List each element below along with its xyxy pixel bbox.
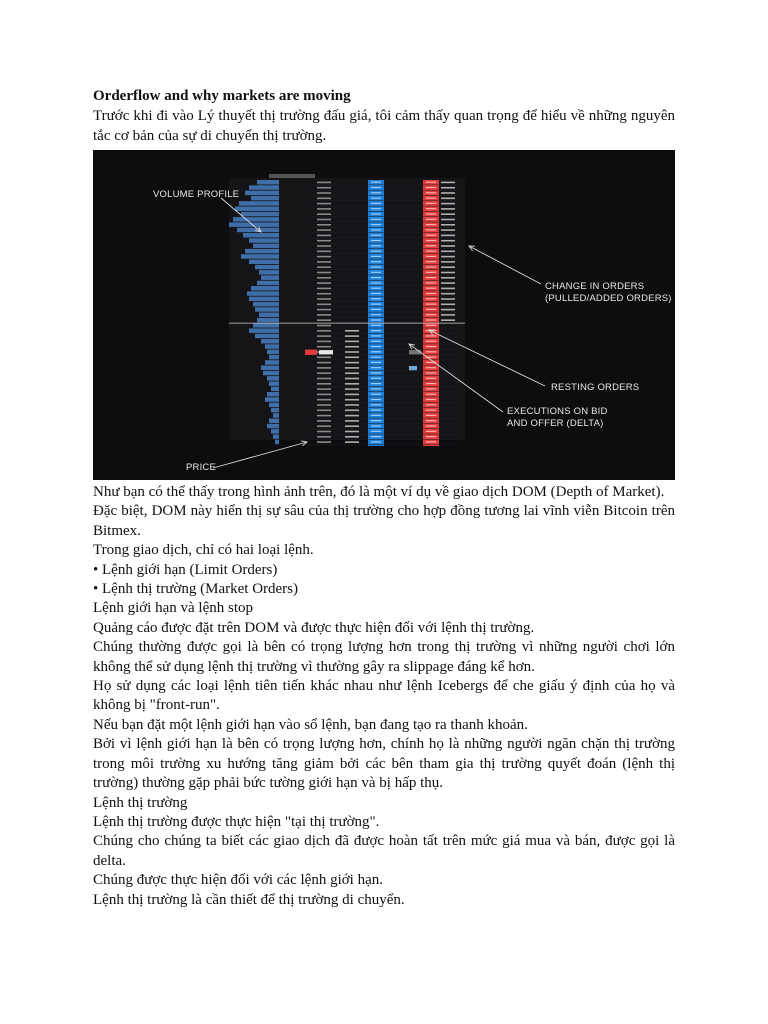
volume-profile-bar xyxy=(271,429,279,434)
bid-size-mark xyxy=(345,378,359,380)
price-tick-mark xyxy=(317,288,331,290)
body-paragraph: Đặc biệt, DOM này hiển thị sự sâu của thị trường cho hợp đồng tương lai vĩnh viễn Bitcoin trên Bitmex. xyxy=(93,503,675,539)
volume-profile-bar xyxy=(265,397,279,402)
price-tick-mark xyxy=(317,357,331,359)
document-title: Orderflow and why markets are moving xyxy=(93,88,351,104)
body-paragraph: Nếu bạn đặt một lệnh giới hạn vào sổ lệnh, bạn đang tạo ra thanh khoản. xyxy=(93,716,528,733)
body-paragraph: Lệnh thị trường là cần thiết để thị trường di chuyển. xyxy=(93,891,405,908)
arrow-change-in-orders xyxy=(469,246,541,284)
bid-cell-mark xyxy=(371,357,381,358)
price-tick-mark xyxy=(317,325,331,327)
bid-cell-mark xyxy=(371,288,381,289)
bid-cell-mark xyxy=(371,229,381,230)
ask-cell-mark xyxy=(426,410,436,411)
bid-size-mark xyxy=(345,436,359,438)
bid-cell-mark xyxy=(371,203,381,204)
bid-size-mark xyxy=(345,420,359,422)
price-tick-mark xyxy=(317,341,331,343)
volume-profile-bar xyxy=(241,254,279,259)
volume-profile-bar xyxy=(249,238,279,243)
bid-cell-mark xyxy=(371,304,381,305)
ask-size-mark xyxy=(441,304,455,306)
bid-cell-mark xyxy=(371,425,381,426)
volume-profile-bar xyxy=(257,318,279,323)
bid-cell-mark xyxy=(371,266,381,267)
bid-cell-mark xyxy=(371,182,381,183)
intro-paragraph: Trước khi đi vào Lý thuyết thị trường đấu giá, tôi cảm thấy quan trọng để hiểu về những nguyên tắc cơ bản của sự di chuyển thị trường. xyxy=(93,108,675,144)
price-tick-mark xyxy=(317,436,331,438)
price-tick-mark xyxy=(317,203,331,205)
ask-cell-mark xyxy=(426,240,436,241)
label-executions-1: EXECUTIONS ON BID xyxy=(507,406,608,417)
bid-cell-mark xyxy=(371,251,381,252)
price-tick-mark xyxy=(317,298,331,300)
body-paragraph: • Lệnh giới hạn (Limit Orders) xyxy=(93,561,278,578)
document-page xyxy=(93,86,675,910)
ask-cell-mark xyxy=(426,213,436,214)
ask-size-mark xyxy=(441,266,455,268)
price-tick-mark xyxy=(317,388,331,390)
bid-size-mark xyxy=(345,388,359,390)
bid-cell-mark xyxy=(371,256,381,257)
volume-profile-bar xyxy=(239,201,279,206)
volume-profile-bar xyxy=(243,233,279,238)
bid-size-mark xyxy=(345,362,359,364)
execution-cell xyxy=(409,366,417,370)
price-tick-mark xyxy=(317,256,331,258)
price-tick-mark xyxy=(317,319,331,321)
ask-cell-mark xyxy=(426,251,436,252)
body-paragraphs xyxy=(93,483,675,910)
ask-size-mark xyxy=(441,245,455,247)
volume-profile-bar xyxy=(257,281,279,286)
bid-cell-mark xyxy=(371,341,381,342)
bid-size-mark xyxy=(345,346,359,348)
price-tick-mark xyxy=(317,229,331,231)
bid-cell-mark xyxy=(371,235,381,236)
ask-size-mark xyxy=(441,198,455,200)
price-tick-mark xyxy=(317,415,331,417)
body-paragraph: Lệnh thị trường được thực hiện "tại thị trường". xyxy=(93,813,380,830)
bid-cell-mark xyxy=(371,277,381,278)
ask-size-mark xyxy=(441,298,455,300)
body-paragraph: • Lệnh thị trường (Market Orders) xyxy=(93,581,299,598)
price-tick-mark xyxy=(317,224,331,226)
price-tick-mark xyxy=(317,187,331,189)
bid-cell-mark xyxy=(371,224,381,225)
bid-size-mark xyxy=(345,399,359,401)
ask-size-mark xyxy=(441,272,455,274)
ask-size-mark xyxy=(441,182,455,184)
ask-size-mark xyxy=(441,219,455,221)
ask-cell-mark xyxy=(426,351,436,352)
volume-profile-bar xyxy=(269,381,279,386)
volume-profile-bar xyxy=(269,419,279,424)
ask-cell-mark xyxy=(426,288,436,289)
ask-cell-mark xyxy=(426,314,436,315)
ask-cell-mark xyxy=(426,304,436,305)
bid-cell-mark xyxy=(371,198,381,199)
bid-cell-mark xyxy=(371,261,381,262)
price-tick-mark xyxy=(317,277,331,279)
bid-cell-mark xyxy=(371,298,381,299)
ask-cell-mark xyxy=(426,309,436,310)
current-price-cell xyxy=(319,350,333,354)
price-tick-mark xyxy=(317,192,331,194)
ask-cell-mark xyxy=(426,182,436,183)
body-paragraph: Chúng cho chúng ta biết các giao dịch đã được hoàn tất trên mức giá mua và bán, được gọi là delta. xyxy=(93,833,675,869)
ask-cell-mark xyxy=(426,198,436,199)
volume-profile-bar xyxy=(261,339,279,344)
volume-profile-bar xyxy=(255,307,279,312)
ask-cell-mark xyxy=(426,224,436,225)
ask-size-mark xyxy=(441,213,455,215)
volume-profile-bar xyxy=(245,191,279,196)
ask-cell-mark xyxy=(426,436,436,437)
price-tick-mark xyxy=(317,293,331,295)
bid-cell-mark xyxy=(371,436,381,437)
ask-cell-mark xyxy=(426,272,436,273)
volume-profile-bar xyxy=(267,392,279,397)
price-tick-mark xyxy=(317,431,331,433)
price-tick-mark xyxy=(317,266,331,268)
price-tick-mark xyxy=(317,420,331,422)
bid-cell-mark xyxy=(371,219,381,220)
volume-profile-bar xyxy=(251,196,279,201)
bid-cell-mark xyxy=(371,314,381,315)
ask-cell-mark xyxy=(426,346,436,347)
label-volume-profile: VOLUME PROFILE xyxy=(153,189,240,200)
ask-cell-mark xyxy=(426,208,436,209)
price-tick-mark xyxy=(317,346,331,348)
bid-size-mark xyxy=(345,394,359,396)
ask-cell-mark xyxy=(426,325,436,326)
ask-cell-mark xyxy=(426,245,436,246)
price-tick-mark xyxy=(317,309,331,311)
ask-size-mark xyxy=(441,309,455,311)
volume-profile-bar xyxy=(259,313,279,318)
ask-cell-mark xyxy=(426,235,436,236)
ask-cell-mark xyxy=(426,415,436,416)
bid-cell-mark xyxy=(371,351,381,352)
volume-profile-bar xyxy=(235,207,279,212)
price-tick-mark xyxy=(317,394,331,396)
ask-cell-mark xyxy=(426,383,436,384)
label-pulled-added-orders: (PULLED/ADDED ORDERS) xyxy=(545,293,672,304)
bid-cell-mark xyxy=(371,187,381,188)
bid-cell-mark xyxy=(371,367,381,368)
price-tick-mark xyxy=(317,314,331,316)
volume-profile-bar xyxy=(233,217,279,222)
volume-profile-bar xyxy=(249,260,279,265)
bid-size-mark xyxy=(345,441,359,443)
bid-cell-mark xyxy=(371,394,381,395)
ask-cell-mark xyxy=(426,372,436,373)
volume-profile-bar xyxy=(267,376,279,381)
bid-cell-mark xyxy=(371,335,381,336)
ask-size-mark xyxy=(441,251,455,253)
bid-size-mark xyxy=(345,404,359,406)
bid-cell-mark xyxy=(371,319,381,320)
price-tick-mark xyxy=(317,441,331,443)
volume-profile-bar xyxy=(261,366,279,371)
volume-profile-bar xyxy=(265,360,279,365)
arrow-price xyxy=(213,442,307,468)
volume-profile-bar xyxy=(245,249,279,254)
volume-profile-bar xyxy=(269,403,279,408)
volume-profile-bar xyxy=(269,355,279,360)
bid-size-mark xyxy=(345,372,359,374)
label-change-in-orders: CHANGE IN ORDERS xyxy=(545,281,645,292)
body-paragraph: Lệnh thị trường xyxy=(93,794,188,811)
bid-size-mark xyxy=(345,357,359,359)
volume-profile-bar xyxy=(253,302,279,307)
ask-cell-mark xyxy=(426,399,436,400)
bid-cell-mark xyxy=(371,213,381,214)
body-paragraph: Quảng cáo được đặt trên DOM và được thực hiện đối với lệnh thị trường. xyxy=(93,619,535,636)
bid-cell-mark xyxy=(371,325,381,326)
ask-cell-mark xyxy=(426,367,436,368)
price-tick-mark xyxy=(317,182,331,184)
ask-cell-mark xyxy=(426,192,436,193)
body-paragraph: Như bạn có thể thấy trong hình ảnh trên, đó là một ví dụ về giao dịch DOM (Depth of Market). xyxy=(93,484,665,500)
ask-size-mark xyxy=(441,203,455,205)
volume-profile-bar xyxy=(261,275,279,280)
ask-cell-mark xyxy=(426,319,436,320)
price-tick-mark xyxy=(317,235,331,237)
volume-profile-bar xyxy=(251,286,279,291)
ask-cell-mark xyxy=(426,187,436,188)
label-executions-2: AND OFFER (DELTA) xyxy=(507,418,604,429)
ask-cell-mark xyxy=(426,256,436,257)
price-tick-mark xyxy=(317,219,331,221)
price-tick-mark xyxy=(317,404,331,406)
body-paragraph: Họ sử dụng các loại lệnh tiên tiến khác nhau như lệnh Icebergs để che giấu ý định của họ và không bị "front-run". xyxy=(93,678,675,714)
ask-size-mark xyxy=(441,282,455,284)
ask-cell-mark xyxy=(426,441,436,442)
body-paragraph: Bởi vì lệnh giới hạn là bên có trọng lượng hơn, chính họ là những người ngăn chặn thị trường trong môi trường xu hướng tăng giảm bởi các bên tham gia thị trường quyết đoán (lệnh thị trường) thường gặp phải bức tường giới hạn và bị hấp thụ. xyxy=(93,736,675,792)
bid-cell-mark xyxy=(371,245,381,246)
ask-size-mark xyxy=(441,187,455,189)
volume-profile-bar xyxy=(257,180,279,185)
ask-size-mark xyxy=(441,224,455,226)
bid-size-mark xyxy=(345,351,359,353)
label-price: PRICE xyxy=(186,462,217,473)
ask-cell-mark xyxy=(426,266,436,267)
ask-size-mark xyxy=(441,208,455,210)
volume-profile-bar xyxy=(267,350,279,355)
volume-profile-bar xyxy=(249,328,279,333)
bid-size-mark xyxy=(345,425,359,427)
price-tick-mark xyxy=(317,330,331,332)
ask-cell-mark xyxy=(426,388,436,389)
bid-cell-mark xyxy=(371,282,381,283)
price-tick-mark xyxy=(317,251,331,253)
bid-cell-mark xyxy=(371,192,381,193)
ask-size-mark xyxy=(441,293,455,295)
ask-size-mark xyxy=(441,277,455,279)
ask-cell-mark xyxy=(426,394,436,395)
dom-figure xyxy=(93,150,675,480)
bid-size-mark xyxy=(345,367,359,369)
price-tick-mark xyxy=(317,399,331,401)
volume-profile-bar xyxy=(249,185,279,190)
volume-profile-bar xyxy=(249,297,279,302)
price-tick-mark xyxy=(317,245,331,247)
price-tick-mark xyxy=(317,282,331,284)
bid-size-mark xyxy=(345,415,359,417)
price-tick-mark xyxy=(317,425,331,427)
bid-cell-mark xyxy=(371,272,381,273)
price-tick-mark xyxy=(317,198,331,200)
price-tick-mark xyxy=(317,362,331,364)
volume-profile-bar xyxy=(247,291,279,296)
volume-profile-bar xyxy=(267,424,279,429)
ask-cell-mark xyxy=(426,277,436,278)
resting-order-cell xyxy=(409,350,421,354)
body-paragraph: Trong giao dịch, chỉ có hai loại lệnh. xyxy=(93,542,314,559)
bid-cell-mark xyxy=(371,372,381,373)
ask-size-mark xyxy=(441,256,455,258)
body-paragraph: Chúng thường được gọi là bên có trọng lượng hơn trong thị trường vì những người chơi lớn không thể sử dụng lệnh thị trường vì thường gây ra slippage đáng kể hơn. xyxy=(93,639,675,675)
price-tick-mark xyxy=(317,304,331,306)
volume-profile-bar xyxy=(271,387,279,392)
price-tick-mark xyxy=(317,367,331,369)
volume-profile-bar xyxy=(253,244,279,249)
volume-profile-bar xyxy=(259,270,279,275)
price-tick-mark xyxy=(317,213,331,215)
ask-size-mark xyxy=(441,192,455,194)
volume-profile-bar xyxy=(241,212,279,217)
body-paragraph: Lệnh giới hạn và lệnh stop xyxy=(93,600,253,617)
price-tick-mark xyxy=(317,383,331,385)
price-tick-mark xyxy=(317,261,331,263)
bid-cell-mark xyxy=(371,383,381,384)
price-tick-mark xyxy=(317,372,331,374)
ask-cell-mark xyxy=(426,261,436,262)
ask-cell-mark xyxy=(426,203,436,204)
ask-cell-mark xyxy=(426,335,436,336)
ask-size-mark xyxy=(441,319,455,321)
ask-cell-mark xyxy=(426,229,436,230)
bid-size-mark xyxy=(345,330,359,332)
volume-profile-bar xyxy=(255,334,279,339)
bid-size-mark xyxy=(345,341,359,343)
bid-cell-mark xyxy=(371,378,381,379)
bid-cell-mark xyxy=(371,330,381,331)
bid-cell-mark xyxy=(371,415,381,416)
bid-cell-mark xyxy=(371,420,381,421)
ask-size-mark xyxy=(441,229,455,231)
bid-cell-mark xyxy=(371,410,381,411)
ask-size-mark xyxy=(441,261,455,263)
ask-cell-mark xyxy=(426,431,436,432)
price-tick-mark xyxy=(317,272,331,274)
bid-cell-mark xyxy=(371,404,381,405)
volume-profile-bar xyxy=(255,265,279,270)
ask-cell-mark xyxy=(426,341,436,342)
ask-size-mark xyxy=(441,288,455,290)
volume-profile-bar xyxy=(265,344,279,349)
ask-cell-mark xyxy=(426,404,436,405)
ladder-header xyxy=(269,174,315,178)
current-price-marker xyxy=(305,350,317,355)
bid-cell-mark xyxy=(371,293,381,294)
bid-cell-mark xyxy=(371,441,381,442)
price-tick-mark xyxy=(317,335,331,337)
bid-cell-mark xyxy=(371,399,381,400)
volume-profile-bar xyxy=(273,434,279,439)
bid-size-mark xyxy=(345,410,359,412)
ask-cell-mark xyxy=(426,425,436,426)
ask-cell-mark xyxy=(426,282,436,283)
bid-cell-mark xyxy=(371,388,381,389)
price-tick-mark xyxy=(317,240,331,242)
bid-cell-mark xyxy=(371,309,381,310)
ask-size-mark xyxy=(441,240,455,242)
ask-cell-mark xyxy=(426,378,436,379)
bid-size-mark xyxy=(345,335,359,337)
ask-size-mark xyxy=(441,235,455,237)
price-tick-mark xyxy=(317,208,331,210)
ask-size-mark xyxy=(441,314,455,316)
ask-cell-mark xyxy=(426,420,436,421)
volume-profile-bar xyxy=(253,323,279,328)
bid-cell-mark xyxy=(371,346,381,347)
bid-cell-mark xyxy=(371,240,381,241)
label-resting-orders: RESTING ORDERS xyxy=(551,382,640,393)
price-tick-mark xyxy=(317,378,331,380)
volume-profile-bar xyxy=(273,413,279,418)
bid-cell-mark xyxy=(371,431,381,432)
bid-size-mark xyxy=(345,383,359,385)
ask-cell-mark xyxy=(426,293,436,294)
volume-profile-bar xyxy=(271,408,279,413)
volume-profile-bar xyxy=(263,371,279,376)
body-paragraph: Chúng được thực hiện đối với các lệnh giới hạn. xyxy=(93,872,383,889)
bid-cell-mark xyxy=(371,208,381,209)
bid-cell-mark xyxy=(371,362,381,363)
ask-cell-mark xyxy=(426,298,436,299)
bid-size-mark xyxy=(345,431,359,433)
volume-profile-bar xyxy=(275,440,279,445)
ask-cell-mark xyxy=(426,219,436,220)
price-tick-mark xyxy=(317,410,331,412)
